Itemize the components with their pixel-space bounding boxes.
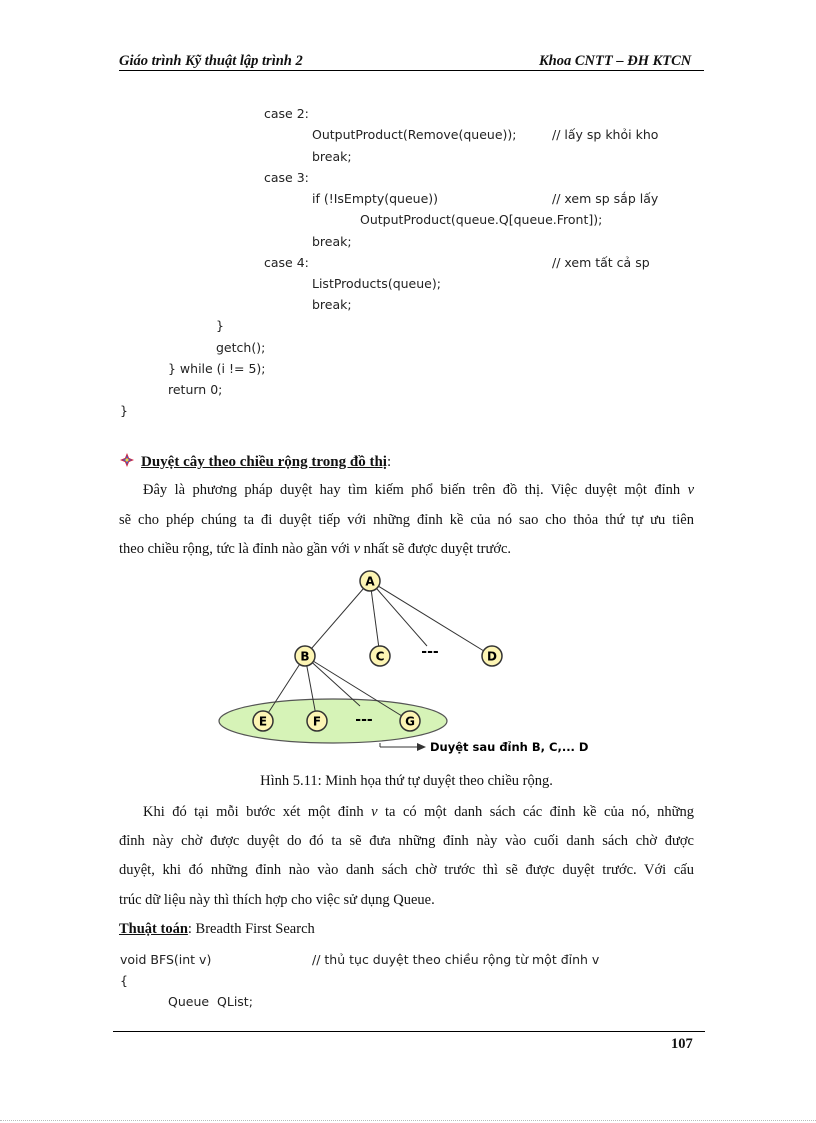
- code-line: {: [120, 973, 128, 988]
- header-title: Giáo trình Kỹ thuật lập trình 2: [119, 53, 303, 69]
- code-comment: // lấy sp khỏi kho: [552, 127, 659, 142]
- code-line: case 2:: [264, 106, 309, 121]
- svg-text:C: C: [375, 649, 385, 664]
- code-line: if (!IsEmpty(queue)): [312, 191, 439, 206]
- paragraph-line: Khi đó tại mỗi bước xét một đỉnh v ta có một danh sách các đỉnh kề của nó, những: [143, 804, 695, 820]
- dots-top: ---: [421, 644, 439, 660]
- code-line: void BFS(int v): [120, 952, 212, 967]
- code-comment: // xem tất cả sp: [552, 255, 650, 270]
- code-line: case 3:: [264, 170, 309, 185]
- node-a: [360, 571, 380, 591]
- code-line: return 0;: [168, 382, 223, 397]
- code-line: ListProducts(queue);: [312, 276, 441, 291]
- svg-text:F: F: [312, 714, 322, 729]
- code-line: case 4:: [264, 255, 309, 270]
- code-line: break;: [312, 234, 352, 249]
- bfs-tree-figure: [212, 566, 612, 762]
- section-colon: :: [386, 454, 392, 470]
- node-f: [307, 711, 327, 731]
- paragraph-line: sẽ cho phép chúng ta đi duyệt tiếp với những đỉnh kề của nó sao cho thỏa thứ tự ưu tiên: [119, 512, 694, 528]
- svg-text:B: B: [300, 649, 310, 664]
- svg-text:E: E: [258, 714, 268, 729]
- header-faculty: Khoa CNTT – ĐH KTCN: [539, 53, 692, 69]
- arrow-connector: [380, 743, 426, 751]
- code-line: }: [120, 403, 128, 418]
- page-edge: [0, 1120, 816, 1121]
- section-heading: [119, 452, 391, 471]
- paragraph-line: theo chiều rộng, tức là đỉnh nào gần với v nhất sẽ được duyệt trước.: [119, 541, 512, 557]
- figure-caption: Hình 5.11: Minh họa thứ tự duyệt theo chiều rộng.: [260, 773, 553, 789]
- node-e: [253, 711, 273, 731]
- code-line: OutputProduct(Remove(queue));: [312, 127, 517, 142]
- node-g: [400, 711, 420, 731]
- page-number: 107: [671, 1036, 693, 1052]
- code-comment: // xem sp sắp lấy: [552, 191, 659, 206]
- section-title: Duyệt cây theo chiều rộng trong đồ thị: [141, 454, 387, 470]
- paragraph-line: đỉnh này chờ được duyệt do đó ta sẽ đưa những đỉnh này vào cuối danh sách chờ được: [119, 833, 694, 849]
- paragraph-line: duyệt, khi đó những đỉnh nào vào danh sách chờ trước thì sẽ được duyệt trước. Với cấu: [119, 862, 694, 878]
- code-line: break;: [312, 149, 352, 164]
- algorithm-heading: [119, 921, 315, 938]
- code-line: getch();: [216, 340, 266, 355]
- algorithm-label: Thuật toán: [119, 921, 188, 937]
- code-line: OutputProduct(queue.Q[queue.Front]);: [360, 212, 603, 227]
- svg-text:A: A: [365, 574, 375, 589]
- algorithm-text: : Breadth First Search: [187, 921, 315, 937]
- node-b: [295, 646, 315, 666]
- code-line: Queue QList;: [168, 994, 253, 1009]
- dots-bottom: ---: [355, 712, 373, 728]
- paragraph-line: Đây là phương pháp duyệt hay tìm kiếm phổ biến trên đồ thị. Việc duyệt một đỉnh v: [143, 482, 695, 498]
- node-c: [370, 646, 390, 666]
- header-divider: [119, 70, 704, 71]
- arrow-label: Duyệt sau đỉnh B, C,... D: [430, 740, 589, 754]
- code-line: } while (i != 5);: [168, 361, 266, 376]
- svg-text:G: G: [405, 714, 415, 729]
- code-line: break;: [312, 297, 352, 312]
- node-d: [482, 646, 502, 666]
- footer-divider: [113, 1031, 705, 1032]
- svg-text:D: D: [487, 649, 497, 664]
- bullet-icon: [119, 452, 135, 468]
- code-comment: // thủ tục duyệt theo chiều rộng từ một đỉnh v: [312, 952, 600, 967]
- paragraph-line: trúc dữ liệu này thì thích hợp cho việc sử dụng Queue.: [119, 892, 435, 908]
- code-line: }: [216, 318, 224, 333]
